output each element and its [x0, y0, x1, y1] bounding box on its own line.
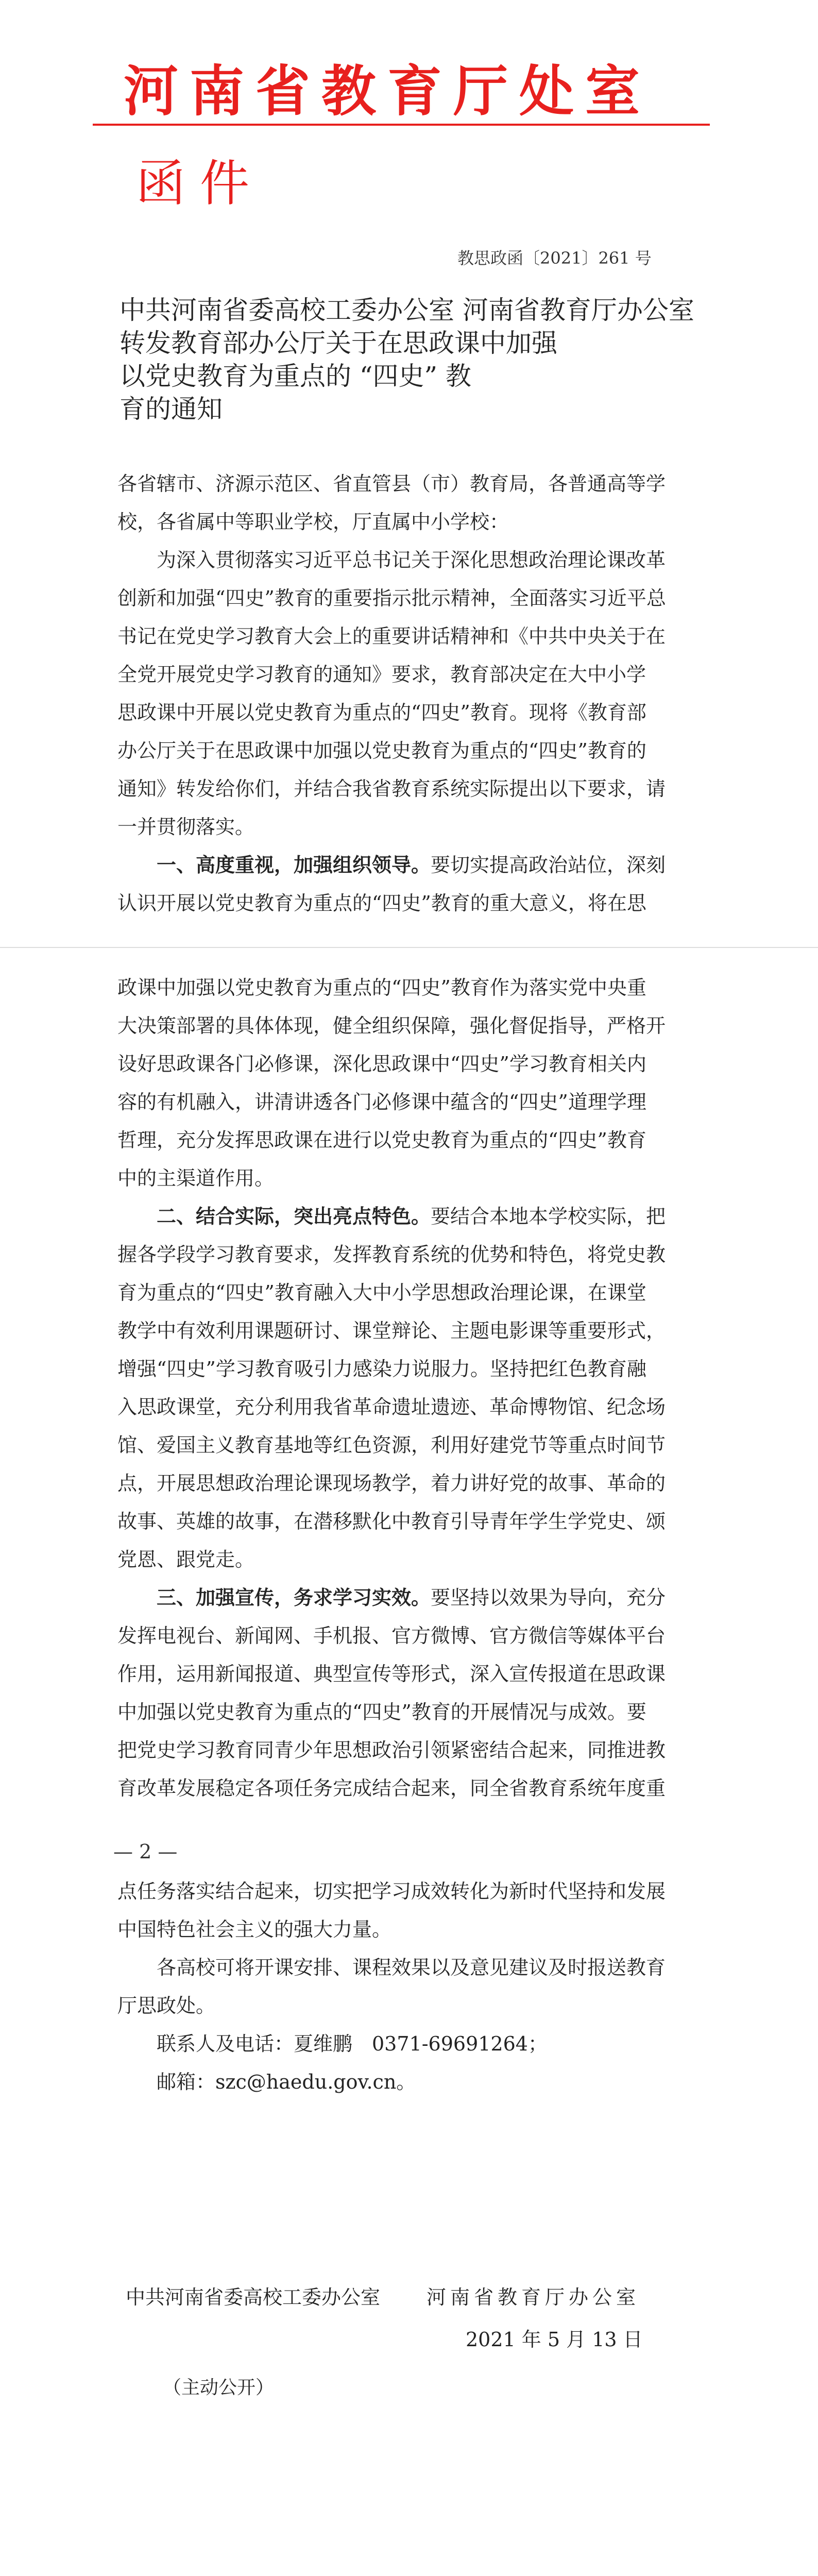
section-1-line: 哲理，充分发挥思政课在进行以党史教育为重点的“四史”教育 [117, 1129, 646, 1151]
intro-line: 办公厅关于在思政课中加强以党史教育为重点的“四史”教育的 [117, 739, 646, 762]
section-2-line: 点，开展思想政治理论课现场教学，着力讲好党的故事、革命的 [117, 1472, 666, 1495]
document-title [120, 294, 717, 426]
email-line: 邮箱：szc@haedu.gov.cn。 [157, 2071, 416, 2093]
section-3-line: 发挥电视台、新闻网、手机报、官方微博、官方微信等媒体平台 [117, 1624, 666, 1647]
section-2-line: 握各学段学习教育要求，发挥教育系统的优势和特色，将党史教 [117, 1243, 666, 1266]
page2-body [117, 969, 715, 1807]
intro-line: 书记在党史学习教育大会上的重要讲话精神和《中共中央关于在 [117, 625, 666, 648]
section-2-first-line [117, 1197, 715, 1235]
section-1-text: 要切实提高政治站位，深刻 [431, 854, 666, 876]
section-3-first-line [117, 1579, 715, 1617]
section-3-heading: 三、加强宣传，务求学习实效。 [157, 1586, 431, 1609]
section-3-line: 中加强以党史教育为重点的“四史”教育的开展情况与成效。要 [117, 1701, 646, 1723]
contact-line: 联系人及电话：夏维鹏 0371-69691264； [157, 2032, 548, 2055]
section-3-line: 把党史学习教育同青少年思想政治引领紧密结合起来，同推进教 [117, 1739, 666, 1761]
section-2-heading: 二、结合实际，突出亮点特色。 [157, 1205, 431, 1228]
section-2-line: 教学中有效利用课题研讨、课堂辩论、主题电影课等重要形式， [117, 1319, 666, 1342]
request-line: 各高校可将开课安排、课程效果以及意见建议及时报送教育 [157, 1956, 666, 1979]
section-1-line: 认识开展以党史教育为重点的“四史”教育的重大意义，将在思 [117, 892, 646, 914]
section-2-text: 要结合本地本学校实际，把 [431, 1205, 666, 1228]
section-2-line: 增强“四史”学习教育吸引力感染力说服力。坚持把红色教育融 [117, 1358, 646, 1380]
section-3-line: 点任务落实结合起来，切实把学习成效转化为新时代坚持和发展 [117, 1880, 666, 1903]
signer-committee: 中共河南省委高校工委办公室 [126, 2286, 381, 2309]
document-title-line-2: 转发教育部办公厅关于在思政课中加强 [120, 328, 557, 358]
section-2-line: 馆、爱国主义教育基地等红色资源，利用好建党节等重点时间节 [117, 1434, 666, 1456]
page1-body [117, 465, 715, 922]
intro-line: 全党开展党史学习教育的通知》要求，教育部决定在大中小学 [117, 663, 646, 686]
issuer-title: 河南省教育厅处室 [124, 59, 651, 123]
disclosure-note: （主动公开） [163, 2377, 275, 2398]
document-number: 教思政函〔2021〕261 号 [457, 248, 652, 268]
section-3-line: 作用，运用新闻报道、典型宣传等形式，深入宣传报道在思政课 [117, 1663, 666, 1685]
intro-line: 一并贯彻落实。 [117, 816, 255, 838]
section-3-text: 要坚持以效果为导向，充分 [431, 1586, 666, 1609]
addressee-line-1: 各省辖市、济源示范区、省直管县（市）教育局，各普通高等学 [117, 472, 666, 495]
intro-line: 思政课中开展以党史教育为重点的“四史”教育。现将《教育部 [117, 701, 646, 724]
intro-line: 创新和加强“四史”教育的重要指示批示精神，全面落实习近平总 [117, 587, 666, 609]
section-2-line: 入思政课堂，充分利用我省革命遗址遗迹、革命博物馆、纪念场 [117, 1396, 666, 1418]
section-1-line: 容的有机融入，讲清讲透各门必修课中蕴含的“四史”道理学理 [117, 1091, 646, 1113]
page-divider [0, 947, 818, 948]
section-2-line: 党恩、跟党走。 [117, 1548, 255, 1571]
section-2-line: 故事、英雄的故事，在潜移默化中教育引导青年学生学党史、颂 [117, 1510, 666, 1533]
section-2-line: 育为重点的“四史”教育融入大中小学思想政治理论课，在课堂 [117, 1281, 646, 1304]
document-title-line-1: 中共河南省委高校工委办公室 河南省教育厅办公室 [120, 295, 694, 325]
header-red-line [93, 124, 710, 126]
request-line: 厅思政处。 [117, 1994, 216, 2017]
section-1-heading: 一、高度重视，加强组织领导。 [157, 853, 431, 876]
intro-line: 为深入贯彻落实习近平总书记关于深化思想政治理论课改革 [157, 549, 666, 571]
signer-department: 河南省教育厅办公室 [427, 2286, 640, 2309]
section-1-line: 政课中加强以党史教育为重点的“四史”教育作为落实党中央重 [117, 976, 646, 999]
document-title-line-4: 育的通知 [120, 394, 223, 424]
section-1-first-line [117, 846, 715, 884]
section-1-line: 中的主渠道作用。 [117, 1167, 275, 1190]
page-number-2: — 2 — [113, 1840, 178, 1863]
intro-paragraph [117, 541, 715, 579]
section-3-line: 育改革发展稳定各项任务完成结合起来，同全省教育系统年度重 [117, 1777, 666, 1800]
issue-date: 2021 年 5 月 13 日 [466, 2328, 643, 2351]
letter-type: 函件 [136, 155, 264, 212]
page3-body [117, 1872, 715, 2101]
section-3-line: 中国特色社会主义的强大力量。 [117, 1918, 392, 1941]
intro-line: 通知》转发给你们，并结合我省教育系统实际提出以下要求，请 [117, 777, 666, 800]
section-1-line: 大决策部署的具体体现，健全组织保障，强化督促指导，严格开 [117, 1014, 666, 1037]
addressee-line-2: 校，各省属中等职业学校，厅直属中小学校： [117, 511, 509, 533]
section-1-line: 设好思政课各门必修课，深化思政课中“四史”学习教育相关内 [117, 1053, 646, 1075]
document-title-line-3: 以党史教育为重点的 “四史” 教 [120, 361, 471, 391]
